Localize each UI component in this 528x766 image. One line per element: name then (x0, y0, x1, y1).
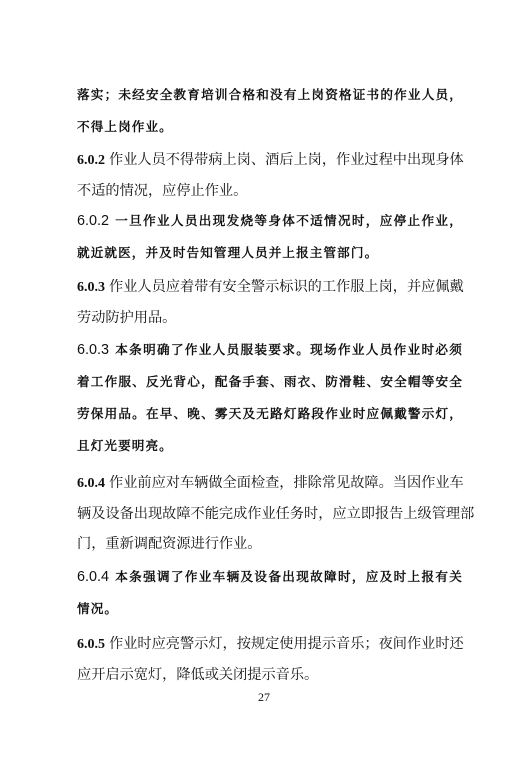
text-line: 落实；未经安全教育培训合格和没有上岗资格证书的作业人员， (77, 87, 463, 102)
clause-number: 6.0.2 (77, 153, 105, 168)
clause-number: 6.0.3 (77, 280, 105, 295)
text-line: 作业人员不得带病上岗、酒后上岗，作业过程中出现身体 (109, 152, 464, 168)
text-line: 辆及设备出现故障不能完成作业任务时，应立即报告上级管理部 (77, 506, 475, 522)
clause-6-0-5 (77, 629, 463, 690)
text-line: 本条强调了作业车辆及设备出现故障时，应及时上报有关 (115, 569, 463, 584)
commentary-continuation (77, 79, 463, 143)
clause-number: 6.0.5 (77, 637, 105, 652)
text-line: 门，重新调配资源进行作业。 (77, 536, 262, 552)
clause-6-0-3 (77, 272, 463, 333)
clause-6-0-4 (77, 468, 475, 559)
text-line: 不适的情况，应停止作业。 (77, 183, 248, 199)
text-line: 不得上岗作业。 (77, 119, 173, 134)
text-line: 作业人员应着带有安全警示标识的工作服上岗，并应佩戴 (109, 279, 464, 295)
text-line: 且灯光要明亮。 (77, 438, 173, 453)
text-line: 就近就医，并及时告知管理人员并上报主管部门。 (77, 245, 379, 260)
commentary-6-0-3 (77, 334, 463, 462)
text-line: 劳动防护用品。 (77, 310, 177, 326)
commentary-number: 6.0.4 (77, 569, 110, 585)
text-line: 一旦作业人员出现发烧等身体不适情况时，应停止作业， (115, 213, 463, 228)
commentary-number: 6.0.3 (77, 342, 110, 358)
text-line: 劳保用品。在早、晚、雾天及无路灯路段作业时应佩戴警示灯， (77, 406, 463, 421)
text-line: 作业时应亮警示灯，按规定使用提示音乐；夜间作业时还 (109, 636, 464, 652)
text-line: 本条明确了作业人员服装要求。现场作业人员作业时必须 (115, 342, 463, 357)
page-number: 27 (258, 690, 270, 704)
commentary-6-0-4 (77, 561, 463, 625)
text-line: 应开启示宽灯，降低或关闭提示音乐。 (77, 667, 319, 683)
commentary-number: 6.0.2 (77, 213, 110, 229)
commentary-6-0-2 (77, 205, 463, 269)
text-line: 着工作服、反光背心，配备手套、雨衣、防滑鞋、安全帽等安全 (77, 374, 463, 389)
text-line: 情况。 (77, 601, 119, 616)
clause-6-0-2 (77, 145, 463, 206)
clause-number: 6.0.4 (77, 476, 105, 491)
text-line: 作业前应对车辆做全面检查，排除常见故障。当因作业车 (109, 475, 464, 491)
